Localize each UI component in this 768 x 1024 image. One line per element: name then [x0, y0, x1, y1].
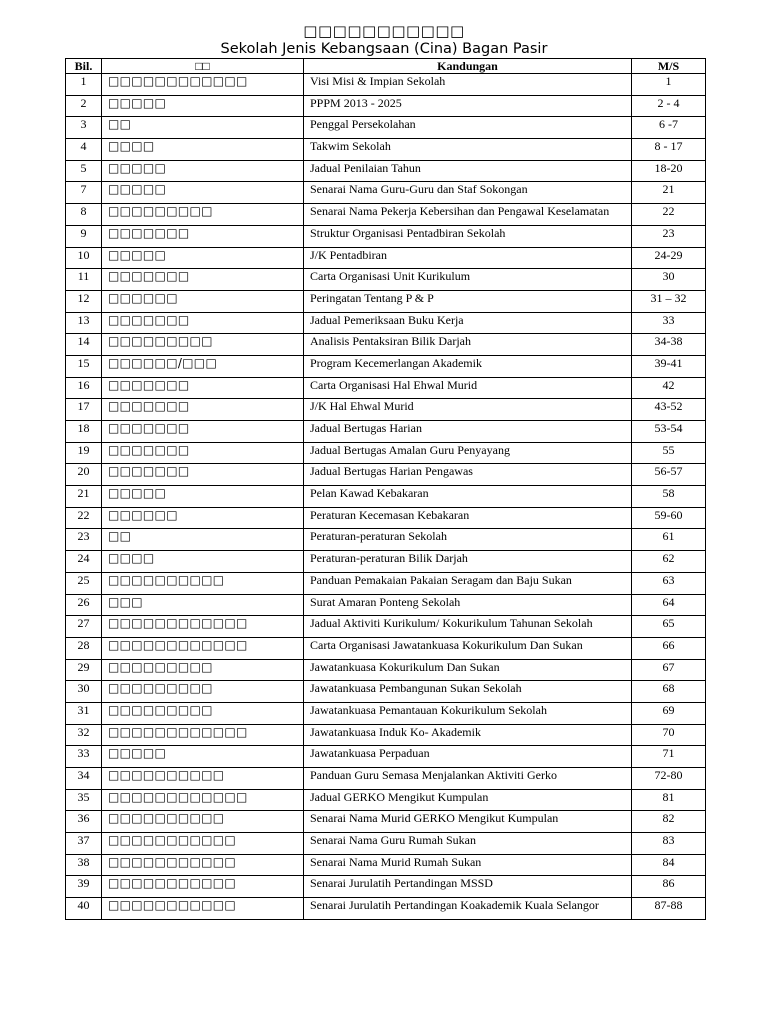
cell-bil: 26	[66, 594, 102, 616]
cell-ms: 34-38	[632, 334, 706, 356]
cell-chinese: □□□□□□□□□	[102, 204, 304, 226]
cell-kandungan: J/K Hal Ehwal Murid	[304, 399, 632, 421]
cell-chinese: □□□□□□□□□□□	[102, 898, 304, 920]
table-row	[66, 789, 706, 811]
cell-ms: 31 – 32	[632, 290, 706, 312]
table-row	[66, 290, 706, 312]
table-row	[66, 269, 706, 291]
cell-kandungan: Jawatankuasa Pemantauan Kokurikulum Sekolah	[304, 702, 632, 724]
table-row	[66, 659, 706, 681]
cell-chinese: □□□□□	[102, 95, 304, 117]
cell-kandungan: Carta Organisasi Unit Kurikulum	[304, 269, 632, 291]
cell-chinese: □□□□□□□□□□□	[102, 833, 304, 855]
cell-bil: 40	[66, 898, 102, 920]
table-row	[66, 724, 706, 746]
table-row	[66, 421, 706, 443]
cell-kandungan: Struktur Organisasi Pentadbiran Sekolah	[304, 225, 632, 247]
cell-chinese: □□□□□□□□□□□	[102, 854, 304, 876]
cell-ms: 56-57	[632, 464, 706, 486]
cell-kandungan: Jadual Pemeriksaan Buku Kerja	[304, 312, 632, 334]
document-subtitle: Sekolah Jenis Kebangsaan (Cina) Bagan Pasir	[220, 41, 548, 57]
cell-kandungan: Jawatankuasa Pembangunan Sukan Sekolah	[304, 681, 632, 703]
table-row	[66, 768, 706, 790]
cell-ms: 71	[632, 746, 706, 768]
cell-kandungan: Senarai Nama Pekerja Kebersihan dan Pengawal Keselamatan	[304, 204, 632, 226]
cell-ms: 30	[632, 269, 706, 291]
cell-kandungan: PPPM 2013 - 2025	[304, 95, 632, 117]
table-row	[66, 139, 706, 161]
cell-ms: 67	[632, 659, 706, 681]
cell-chinese: □□□□□□□□□	[102, 702, 304, 724]
cell-kandungan: Program Kecemerlangan Akademik	[304, 355, 632, 377]
cell-chinese: □□□□□□□□□□□□	[102, 74, 304, 96]
cell-kandungan: Peringatan Tentang P & P	[304, 290, 632, 312]
cell-bil: 18	[66, 421, 102, 443]
cell-chinese: □□□□□	[102, 160, 304, 182]
cell-kandungan: Carta Organisasi Hal Ehwal Murid	[304, 377, 632, 399]
cell-chinese: □□□□□□□□□□□□	[102, 616, 304, 638]
cell-ms: 87-88	[632, 898, 706, 920]
cell-kandungan: Takwim Sekolah	[304, 139, 632, 161]
table-row	[66, 312, 706, 334]
table-row	[66, 572, 706, 594]
cell-kandungan: Peraturan-peraturan Sekolah	[304, 529, 632, 551]
cell-chinese: □□□□□□	[102, 290, 304, 312]
cell-bil: 8	[66, 204, 102, 226]
cell-ms: 18-20	[632, 160, 706, 182]
cell-ms: 39-41	[632, 355, 706, 377]
cell-bil: 24	[66, 551, 102, 573]
cell-kandungan: Senarai Nama Murid Rumah Sukan	[304, 854, 632, 876]
table-row	[66, 529, 706, 551]
cell-bil: 21	[66, 486, 102, 508]
cell-chinese: □□□□□□□□□□	[102, 811, 304, 833]
cell-bil: 13	[66, 312, 102, 334]
cell-ms: 64	[632, 594, 706, 616]
cell-bil: 12	[66, 290, 102, 312]
cell-ms: 21	[632, 182, 706, 204]
cell-ms: 58	[632, 486, 706, 508]
cell-chinese: □□□□□□□	[102, 464, 304, 486]
cell-kandungan: Senarai Nama Murid GERKO Mengikut Kumpulan	[304, 811, 632, 833]
table-row	[66, 377, 706, 399]
cell-kandungan: Penggal Persekolahan	[304, 117, 632, 139]
table-row	[66, 399, 706, 421]
cell-ms: 72-80	[632, 768, 706, 790]
cell-bil: 19	[66, 442, 102, 464]
table-row	[66, 702, 706, 724]
cell-kandungan: Jadual Aktiviti Kurikulum/ Kokurikulum Tahunan Sekolah	[304, 616, 632, 638]
cell-ms: 8 - 17	[632, 139, 706, 161]
table-row	[66, 551, 706, 573]
cell-bil: 3	[66, 117, 102, 139]
cell-ms: 84	[632, 854, 706, 876]
table-body	[66, 74, 706, 920]
cell-chinese: □□□□□	[102, 486, 304, 508]
cell-kandungan: Senarai Nama Guru-Guru dan Staf Sokongan	[304, 182, 632, 204]
cell-bil: 38	[66, 854, 102, 876]
table-row	[66, 334, 706, 356]
cell-bil: 29	[66, 659, 102, 681]
cell-kandungan: Senarai Jurulatih Pertandingan MSSD	[304, 876, 632, 898]
table-row	[66, 898, 706, 920]
cell-bil: 25	[66, 572, 102, 594]
cell-bil: 14	[66, 334, 102, 356]
document-title-chinese: □□□□□□□□□□□	[303, 22, 465, 40]
cell-ms: 62	[632, 551, 706, 573]
table-row	[66, 182, 706, 204]
cell-chinese: □□□□□□□□□□□□	[102, 637, 304, 659]
cell-ms: 69	[632, 702, 706, 724]
cell-kandungan: Panduan Pemakaian Pakaian Seragam dan Baju Sukan	[304, 572, 632, 594]
table-row	[66, 876, 706, 898]
contents-table	[65, 58, 706, 920]
cell-kandungan: Senarai Nama Guru Rumah Sukan	[304, 833, 632, 855]
cell-ms: 33	[632, 312, 706, 334]
cell-ms: 86	[632, 876, 706, 898]
cell-chinese: □□□□□□□	[102, 312, 304, 334]
cell-chinese: □□□□□□/□□□	[102, 355, 304, 377]
cell-chinese: □□□□□□□	[102, 442, 304, 464]
cell-kandungan: Senarai Jurulatih Pertandingan Koakademik Kuala Selangor	[304, 898, 632, 920]
cell-bil: 5	[66, 160, 102, 182]
table-row	[66, 833, 706, 855]
table-row	[66, 637, 706, 659]
table-row	[66, 355, 706, 377]
table-row	[66, 247, 706, 269]
cell-chinese: □□□□□□□□□□	[102, 572, 304, 594]
cell-kandungan: Jawatankuasa Perpaduan	[304, 746, 632, 768]
cell-chinese: □□□□□□□	[102, 377, 304, 399]
table-row	[66, 225, 706, 247]
cell-kandungan: Analisis Pentaksiran Bilik Darjah	[304, 334, 632, 356]
table-row	[66, 464, 706, 486]
header-kandungan: Kandungan	[304, 59, 632, 74]
cell-kandungan: Jadual Bertugas Harian	[304, 421, 632, 443]
table-row	[66, 442, 706, 464]
cell-kandungan: Visi Misi & Impian Sekolah	[304, 74, 632, 96]
table-row	[66, 486, 706, 508]
cell-kandungan: Pelan Kawad Kebakaran	[304, 486, 632, 508]
cell-bil: 11	[66, 269, 102, 291]
cell-ms: 70	[632, 724, 706, 746]
cell-ms: 83	[632, 833, 706, 855]
cell-kandungan: Panduan Guru Semasa Menjalankan Aktiviti Gerko	[304, 768, 632, 790]
cell-bil: 16	[66, 377, 102, 399]
cell-kandungan: J/K Pentadbiran	[304, 247, 632, 269]
cell-bil: 30	[66, 681, 102, 703]
cell-bil: 34	[66, 768, 102, 790]
cell-chinese: □□□□□	[102, 182, 304, 204]
cell-kandungan: Jawatankuasa Induk Ko- Akademik	[304, 724, 632, 746]
cell-chinese: □□□□□□□□□□□□	[102, 789, 304, 811]
cell-bil: 9	[66, 225, 102, 247]
cell-bil: 15	[66, 355, 102, 377]
cell-bil: 27	[66, 616, 102, 638]
table-row	[66, 74, 706, 96]
cell-chinese: □□	[102, 529, 304, 551]
table-row	[66, 616, 706, 638]
cell-bil: 17	[66, 399, 102, 421]
cell-chinese: □□□□□□□	[102, 421, 304, 443]
cell-bil: 22	[66, 507, 102, 529]
cell-bil: 28	[66, 637, 102, 659]
cell-chinese: □□□□□□□	[102, 269, 304, 291]
cell-bil: 1	[66, 74, 102, 96]
table-row	[66, 507, 706, 529]
cell-chinese: □□□□□□□□□□□□	[102, 724, 304, 746]
cell-ms: 66	[632, 637, 706, 659]
cell-chinese: □□□□	[102, 139, 304, 161]
cell-ms: 65	[632, 616, 706, 638]
cell-chinese: □□□□	[102, 551, 304, 573]
cell-bil: 39	[66, 876, 102, 898]
cell-ms: 59-60	[632, 507, 706, 529]
cell-bil: 4	[66, 139, 102, 161]
cell-bil: 37	[66, 833, 102, 855]
cell-kandungan: Peraturan-peraturan Bilik Darjah	[304, 551, 632, 573]
table-row	[66, 746, 706, 768]
cell-bil: 33	[66, 746, 102, 768]
cell-kandungan: Jadual Bertugas Harian Pengawas	[304, 464, 632, 486]
cell-chinese: □□□□□	[102, 247, 304, 269]
cell-kandungan: Jadual Penilaian Tahun	[304, 160, 632, 182]
cell-bil: 23	[66, 529, 102, 551]
cell-kandungan: Jadual Bertugas Amalan Guru Penyayang	[304, 442, 632, 464]
cell-chinese: □□□□□□	[102, 507, 304, 529]
cell-kandungan: Peraturan Kecemasan Kebakaran	[304, 507, 632, 529]
header-ms: M/S	[632, 59, 706, 74]
cell-ms: 1	[632, 74, 706, 96]
cell-ms: 81	[632, 789, 706, 811]
cell-chinese: □□□□□□□□□□	[102, 768, 304, 790]
table-header-row	[66, 59, 706, 74]
cell-ms: 22	[632, 204, 706, 226]
cell-chinese: □□□□□	[102, 746, 304, 768]
cell-ms: 23	[632, 225, 706, 247]
cell-bil: 7	[66, 182, 102, 204]
cell-bil: 35	[66, 789, 102, 811]
table-row	[66, 204, 706, 226]
cell-bil: 2	[66, 95, 102, 117]
cell-kandungan: Surat Amaran Ponteng Sekolah	[304, 594, 632, 616]
table-row	[66, 160, 706, 182]
cell-chinese: □□□	[102, 594, 304, 616]
cell-chinese: □□□□□□□	[102, 225, 304, 247]
cell-ms: 6 -7	[632, 117, 706, 139]
cell-bil: 10	[66, 247, 102, 269]
table-row	[66, 95, 706, 117]
cell-ms: 63	[632, 572, 706, 594]
cell-kandungan: Carta Organisasi Jawatankuasa Kokurikulum Dan Sukan	[304, 637, 632, 659]
cell-ms: 61	[632, 529, 706, 551]
cell-chinese: □□	[102, 117, 304, 139]
cell-chinese: □□□□□□□□□	[102, 334, 304, 356]
cell-bil: 20	[66, 464, 102, 486]
table-row	[66, 854, 706, 876]
table-row	[66, 681, 706, 703]
table-row	[66, 811, 706, 833]
table-row	[66, 117, 706, 139]
header-chinese: □□	[102, 59, 304, 74]
cell-ms: 42	[632, 377, 706, 399]
cell-chinese: □□□□□□□	[102, 399, 304, 421]
cell-bil: 36	[66, 811, 102, 833]
cell-ms: 53-54	[632, 421, 706, 443]
cell-kandungan: Jadual GERKO Mengikut Kumpulan	[304, 789, 632, 811]
cell-ms: 68	[632, 681, 706, 703]
header-bil: Bil.	[66, 59, 102, 74]
cell-kandungan: Jawatankuasa Kokurikulum Dan Sukan	[304, 659, 632, 681]
cell-chinese: □□□□□□□□□□□	[102, 876, 304, 898]
cell-ms: 2 - 4	[632, 95, 706, 117]
cell-ms: 24-29	[632, 247, 706, 269]
cell-chinese: □□□□□□□□□	[102, 681, 304, 703]
cell-ms: 82	[632, 811, 706, 833]
cell-ms: 43-52	[632, 399, 706, 421]
cell-ms: 55	[632, 442, 706, 464]
cell-chinese: □□□□□□□□□	[102, 659, 304, 681]
cell-bil: 31	[66, 702, 102, 724]
table-row	[66, 594, 706, 616]
cell-bil: 32	[66, 724, 102, 746]
